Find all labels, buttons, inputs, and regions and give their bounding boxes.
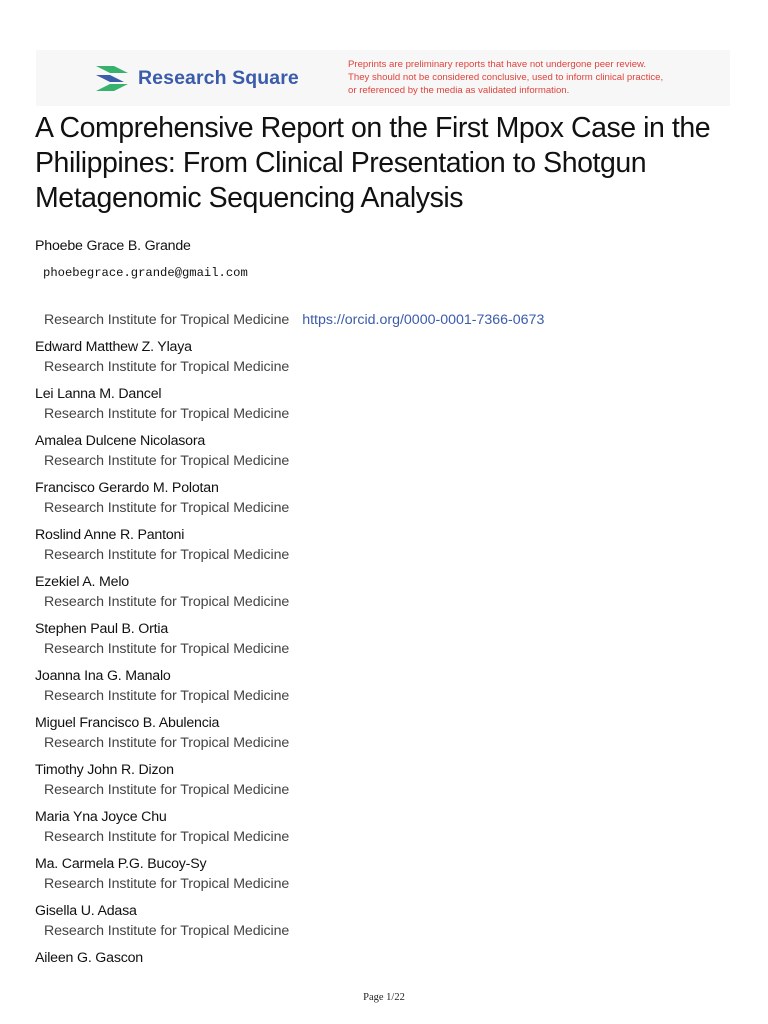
author-name: Stephen Paul B. Ortia [35,621,169,637]
author-affiliation: Research Institute for Tropical Medicine [44,876,290,892]
logo-text: Research Square [138,66,299,89]
author-affiliation: Research Institute for Tropical Medicine [44,406,290,422]
orcid-link[interactable]: https://orcid.org/0000-0001-7366-0673 [302,312,545,328]
author-list [35,337,735,968]
page-number: Page 1/22 [363,992,405,1003]
first-author-email[interactable]: phoebegrace.grande@gmail.com [43,266,248,280]
disclaimer-line: Preprints are preliminary reports that have not undergone peer review. [348,59,647,70]
author-name: Ma. Carmela P.G. Bucoy-Sy [35,856,207,872]
first-author-name: Phoebe Grace B. Grande [35,238,191,254]
author-affiliation: Research Institute for Tropical Medicine [44,923,290,939]
author-affiliation: Research Institute for Tropical Medicine [44,359,290,375]
author-name: Edward Matthew Z. Ylaya [35,339,192,355]
author-name: Ezekiel A. Melo [35,574,129,590]
author-name: Gisella U. Adasa [35,903,137,919]
paper-title: A Comprehensive Report on the First Mpox Case in the Philippines: From Clinical Presentation to Shotgun Metagenomic Sequencing Analysis [35,112,711,214]
author-name: Miguel Francisco B. Abulencia [35,715,220,731]
author-affiliation: Research Institute for Tropical Medicine [44,782,290,798]
disclaimer-line: They should not be considered conclusive, used to inform clinical practice, [348,71,664,83]
author-name: Aileen G. Gascon [35,950,143,966]
author-name: Timothy John R. Dizon [35,762,174,778]
disclaimer-line: or referenced by the media as validated information. [348,84,570,96]
author-affiliation: Research Institute for Tropical Medicine [44,547,290,563]
author-affiliation: Research Institute for Tropical Medicine [44,641,290,657]
author-name: Francisco Gerardo M. Polotan [35,480,219,496]
preprint-disclaimer [348,59,708,97]
author-affiliation: Research Institute for Tropical Medicine [44,594,290,610]
author-name: Amalea Dulcene Nicolasora [35,433,206,449]
author-affiliation: Research Institute for Tropical Medicine [44,688,290,704]
research-square-logo-icon [94,63,130,93]
author-affiliation: Research Institute for Tropical Medicine [44,500,290,516]
author-name: Maria Yna Joyce Chu [35,809,167,825]
author-name: Lei Lanna M. Dancel [35,386,162,402]
first-author-affiliation: Research Institute for Tropical Medicine [44,312,290,328]
research-square-logo[interactable] [94,63,299,93]
author-name: Joanna Ina G. Manalo [35,668,171,684]
first-author-affiliation-row [35,310,735,330]
author-affiliation: Research Institute for Tropical Medicine [44,735,290,751]
author-name: Roslind Anne R. Pantoni [35,527,185,543]
author-affiliation: Research Institute for Tropical Medicine [44,829,290,845]
author-block [35,236,735,968]
author-affiliation: Research Institute for Tropical Medicine [44,453,290,469]
